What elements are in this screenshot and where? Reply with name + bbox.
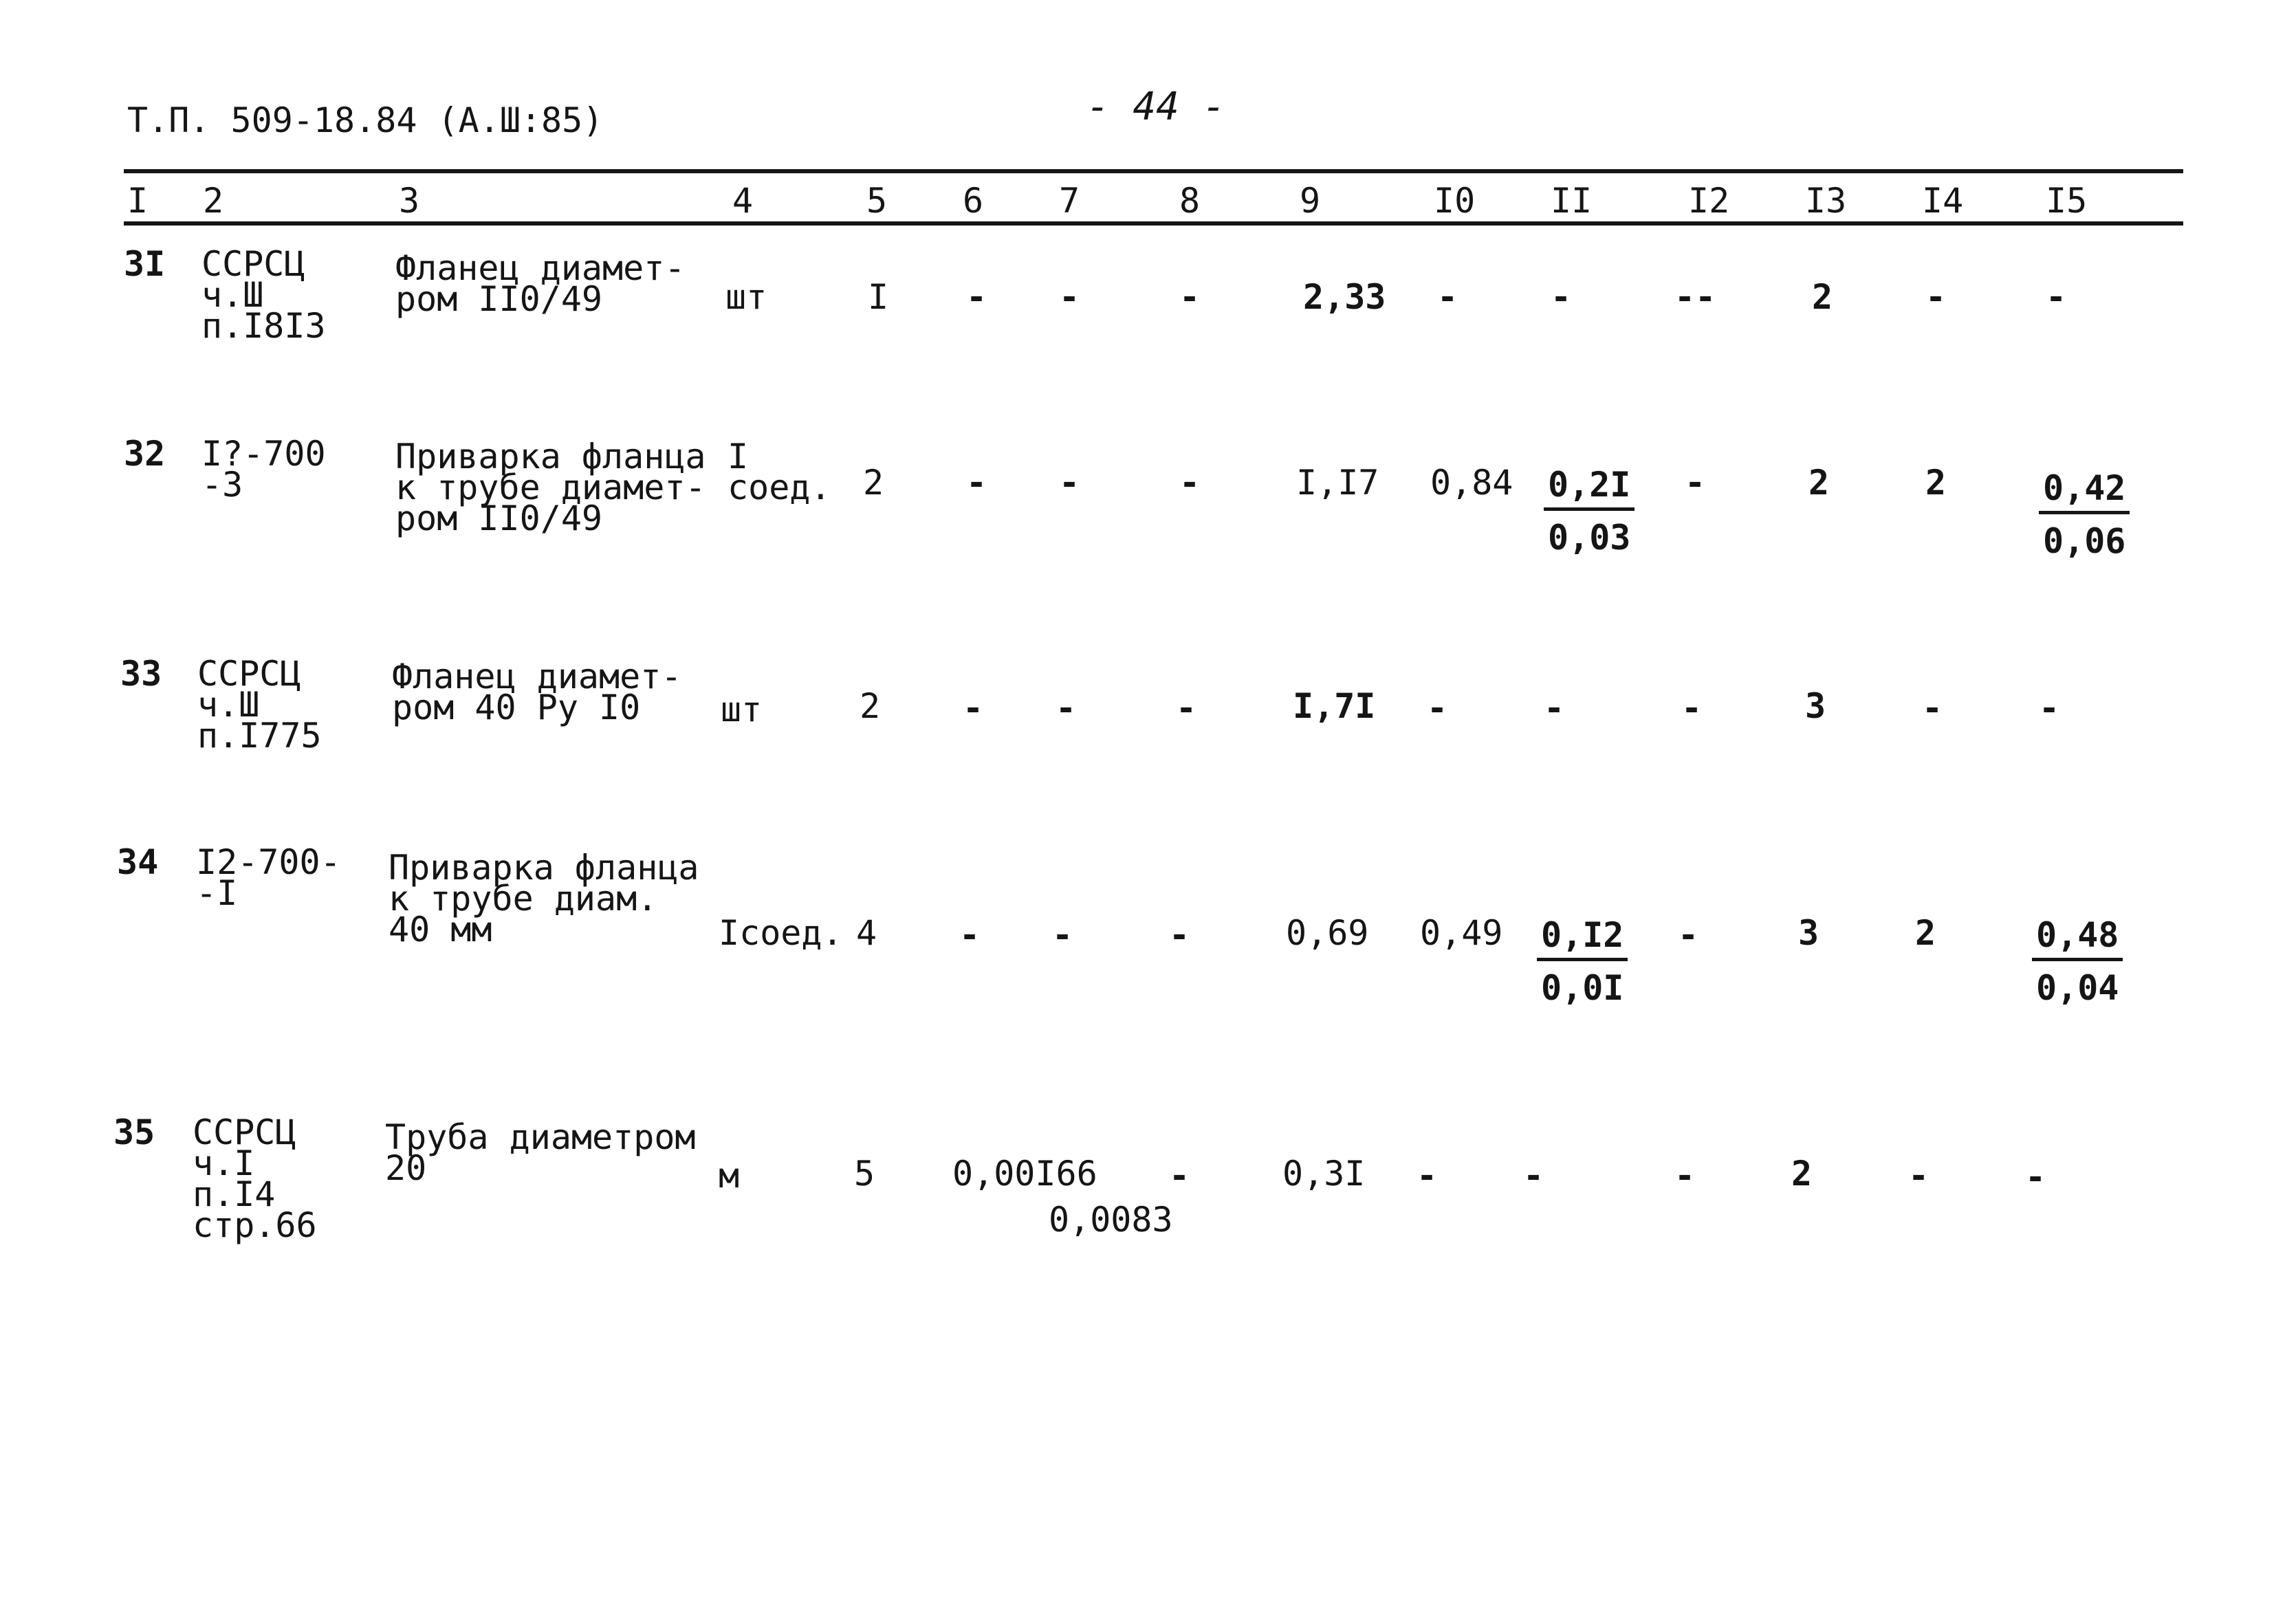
- col-13-value: 2: [1791, 1154, 1813, 1194]
- col-6-value: -: [963, 688, 984, 728]
- page-number: - 44 -: [1086, 85, 1226, 129]
- col-15-value: -: [2025, 1157, 2046, 1197]
- col-15-fraction: [2039, 468, 2130, 561]
- col-7-value: 0,0083: [1049, 1200, 1173, 1240]
- col-10-value: -: [1437, 277, 1458, 317]
- row-number: 32: [124, 434, 166, 474]
- unit: I соед.: [728, 437, 831, 507]
- item-name: Фланец диамет- ром II0/49: [395, 248, 686, 319]
- col-8-value: -: [1169, 915, 1190, 955]
- column-header: 4: [732, 181, 754, 221]
- quantity: 4: [856, 913, 877, 953]
- col-7-value: -: [1059, 463, 1080, 503]
- column-header: I: [127, 181, 149, 221]
- item-name: Приварка фланца к трубе диам. 40 мм: [389, 848, 699, 950]
- column-header: 7: [1059, 181, 1080, 221]
- col-9-value: 2,33: [1303, 277, 1386, 317]
- table-top-rule: [124, 169, 2183, 173]
- col-9-value: 0,3I: [1282, 1154, 1366, 1194]
- col-12-value: --: [1674, 277, 1716, 317]
- col-11-value: -: [1551, 277, 1572, 317]
- column-header: I2: [1688, 181, 1730, 221]
- col-12-value: -: [1678, 915, 1699, 955]
- col-6-value: -: [959, 915, 981, 955]
- column-header: I0: [1434, 181, 1476, 221]
- fraction-denominator: 0,06: [2043, 521, 2126, 561]
- unit: м: [719, 1156, 740, 1196]
- col-11-fraction: [1537, 915, 1628, 1008]
- col-8-value: -: [1179, 463, 1201, 503]
- fraction-denominator: 0,04: [2036, 968, 2119, 1008]
- item-name: Труба диаметром 20: [385, 1117, 696, 1188]
- source-reference: ССРСЦ ч.Ш п.I775: [197, 654, 322, 756]
- col-11-value: -: [1523, 1156, 1544, 1196]
- col-10-value: 0,84: [1430, 463, 1513, 503]
- column-header: I5: [2046, 181, 2088, 221]
- col-12-value: -: [1681, 688, 1703, 728]
- col-6-value: -: [966, 463, 987, 503]
- row-number: 33: [120, 654, 162, 694]
- quantity: I: [868, 277, 889, 317]
- column-header: 9: [1300, 181, 1321, 221]
- column-header: 6: [963, 181, 984, 221]
- fraction-numerator: 0,42: [2039, 471, 2130, 514]
- quantity: 2: [863, 463, 884, 503]
- col-12-value: -: [1685, 463, 1706, 503]
- item-name: Фланец диамет- ром 40 Ру I0: [392, 657, 682, 727]
- fraction-numerator: 0,I2: [1537, 918, 1628, 961]
- unit: Iсоед.: [719, 913, 843, 953]
- col-12-value: -: [1674, 1156, 1696, 1196]
- row-number: 34: [117, 842, 159, 882]
- unit: шт: [725, 277, 767, 317]
- col-8-value: -: [1179, 277, 1201, 317]
- col-7-value: -: [1059, 277, 1080, 317]
- fraction-numerator: 0,48: [2032, 918, 2123, 961]
- document-code: Т.П. 509-18.84 (А.Ш:85): [127, 100, 604, 140]
- col-9-value: I,I7: [1296, 463, 1379, 503]
- col-10-value: 0,49: [1420, 913, 1503, 953]
- fraction-denominator: 0,0I: [1541, 968, 1624, 1008]
- col-14-value: 2: [1925, 463, 1947, 503]
- fraction-denominator: 0,03: [1548, 518, 1631, 558]
- column-header: 3: [399, 181, 420, 221]
- col-9-value: 0,69: [1286, 913, 1369, 953]
- col-7-value: -: [1052, 915, 1073, 955]
- col-11-value: -: [1544, 688, 1565, 728]
- source-reference: ССРСЦ ч.I п.I4 стр.66: [193, 1112, 317, 1245]
- col-7-value: -: [1056, 688, 1077, 728]
- row-number: 3I: [124, 244, 166, 284]
- col-14-value: 2: [1915, 913, 1936, 953]
- col-8-value: -: [1169, 1156, 1190, 1196]
- column-header: 2: [203, 181, 224, 221]
- quantity: 2: [860, 686, 881, 726]
- col-15-fraction: [2032, 915, 2123, 1008]
- column-header: 5: [866, 181, 888, 221]
- source-reference: ССРСЦ ч.Ш п.I8I3: [201, 244, 326, 346]
- col-13-value: 3: [1798, 913, 1819, 953]
- column-header: 8: [1179, 181, 1201, 221]
- col-13-value: 3: [1805, 686, 1826, 726]
- col-6-value: 0,00I66: [952, 1154, 1097, 1194]
- col-8-value: -: [1176, 688, 1197, 728]
- quantity: 5: [854, 1154, 875, 1194]
- source-reference: I2-700- -I: [196, 842, 341, 913]
- col-14-value: -: [1922, 688, 1943, 728]
- item-name: Приварка фланца к трубе диамет- ром II0/49: [395, 437, 706, 538]
- col-14-value: -: [1925, 277, 1947, 317]
- col-6-value: -: [966, 277, 987, 317]
- column-header: II: [1551, 181, 1593, 221]
- column-header: I4: [1922, 181, 1964, 221]
- row-number: 35: [113, 1112, 155, 1152]
- col-13-value: 2: [1812, 277, 1833, 317]
- fraction-numerator: 0,2I: [1544, 468, 1635, 511]
- col-10-value: -: [1417, 1156, 1438, 1196]
- col-15-value: -: [2039, 688, 2060, 728]
- unit: шт: [721, 690, 763, 729]
- col-14-value: -: [1908, 1156, 1929, 1196]
- source-reference: I?-700 -3: [201, 434, 326, 505]
- column-header: I3: [1805, 181, 1847, 221]
- col-13-value: 2: [1808, 463, 1830, 503]
- col-10-value: -: [1427, 688, 1448, 728]
- col-15-value: -: [2046, 277, 2067, 317]
- col-11-fraction: [1544, 465, 1635, 558]
- table-header-rule: [124, 221, 2183, 226]
- col-9-value: I,7I: [1293, 686, 1376, 726]
